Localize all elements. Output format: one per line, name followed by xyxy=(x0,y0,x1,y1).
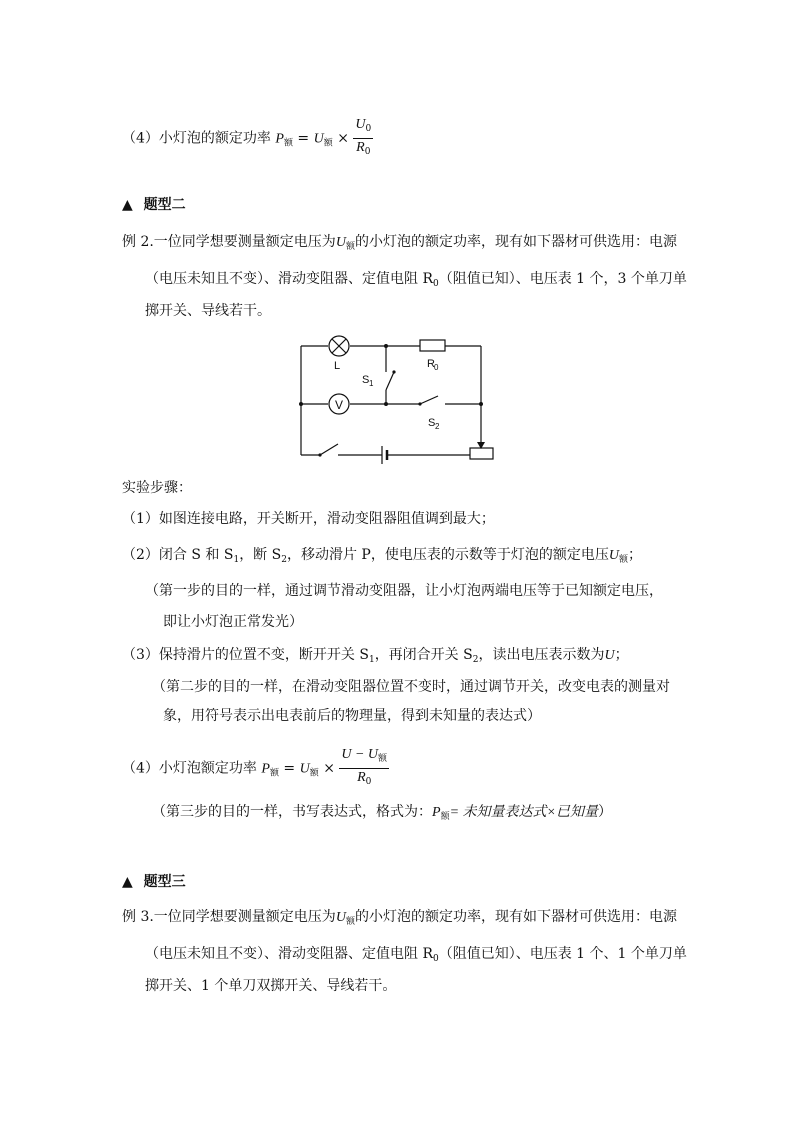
step3-c: ，读出电压表示数为 xyxy=(478,647,605,663)
step4-prefix: （4）小灯泡额定功率 xyxy=(122,760,257,777)
symbol-U: U xyxy=(313,131,324,147)
triangle-icon: ▲ xyxy=(122,197,133,213)
equals-sign: = xyxy=(297,130,310,147)
step2-sub2: 2 xyxy=(281,555,287,565)
note3-P-sub: 额 xyxy=(440,812,450,822)
note3-b: = 未知量表达式×已知量 xyxy=(449,805,598,820)
ex3-suffix: 的小灯泡的额定功率，现有如下器材可供选用：电源 xyxy=(354,909,677,925)
label-s1-sub: 1 xyxy=(369,379,374,388)
step2-b: ，断 S xyxy=(239,547,282,563)
step4-fraction xyxy=(339,746,389,791)
ex2-line2-sub: 0 xyxy=(433,279,439,289)
label-voltmeter: V xyxy=(335,398,344,412)
step4-P: P xyxy=(261,761,270,777)
ex3-line2-sub: 0 xyxy=(433,954,439,964)
note-2-line2: 象，用符号表示出电表前后的物理量，得到未知量的表达式） xyxy=(163,708,541,724)
label-r0: R xyxy=(427,358,435,370)
frac-den-sub: 0 xyxy=(364,147,371,157)
rheostat xyxy=(470,448,493,459)
step4-frac-num: U − U xyxy=(341,747,379,762)
type2-heading xyxy=(122,196,186,214)
note-1-line2: 即让小灯泡正常发光） xyxy=(163,614,303,630)
step4-frac-num-sub: 额 xyxy=(378,754,388,764)
main-switch-blade xyxy=(320,444,338,455)
ex3-prefix: 例 3.一位同学想要测量额定电压为 xyxy=(122,909,336,925)
step4-times: × xyxy=(323,760,335,777)
label-s2-sub: 2 xyxy=(435,422,440,431)
times-sign: × xyxy=(337,130,349,147)
step-1: （1）如图连接电路，开关断开，滑动变阻器阻值调到最大； xyxy=(122,511,495,527)
example2-line1 xyxy=(122,233,677,256)
formula-line-1 xyxy=(122,116,373,161)
step4-frac-den-sub: 0 xyxy=(365,777,372,787)
example2-line3: 掷开关、导线若干。 xyxy=(145,303,271,319)
step4-U: U xyxy=(299,761,310,777)
symbol-sub: 额 xyxy=(283,138,293,149)
junction-dot xyxy=(384,402,388,406)
s1-switch-blade xyxy=(386,372,394,390)
junction-dot xyxy=(479,402,483,406)
step3-sub2: 2 xyxy=(472,655,479,665)
step2-U: U xyxy=(608,548,619,563)
ex3-U-sub: 额 xyxy=(345,917,355,927)
note-1-line1: （第一步的目的一样，通过调节滑动变阻器，让小灯泡两端电压等于已知额定电压， xyxy=(145,583,663,599)
label-r0-sub: 0 xyxy=(434,363,439,372)
resistor-r0 xyxy=(420,340,445,351)
type3-heading xyxy=(122,873,186,891)
note-2-line1: （第二步的目的一样，在滑动变阻器位置不变时，通过调节开关，改变电表的测量对 xyxy=(152,679,670,695)
ex2-prefix: 例 2.一位同学想要测量额定电压为 xyxy=(122,234,336,250)
ex2-U-sub: 额 xyxy=(345,242,355,252)
note3-end: ） xyxy=(597,804,612,820)
ex2-U: U xyxy=(335,235,346,250)
step4-frac-den: R xyxy=(357,770,366,785)
step2-U-sub: 额 xyxy=(618,555,628,565)
step-2 xyxy=(122,546,642,569)
step3-U: U xyxy=(604,648,615,663)
ex2-line2-b: （阻值已知）、电压表 1 个，3 个单刀单 xyxy=(438,271,687,287)
step-4 xyxy=(122,746,389,791)
type2-title: 题型二 xyxy=(143,197,186,213)
step3-sub1: 1 xyxy=(368,655,375,665)
example3-line1 xyxy=(122,908,677,931)
step3-end: ； xyxy=(614,647,629,663)
example3-line3: 掷开关、1 个单刀双掷开关、导线若干。 xyxy=(145,978,397,994)
step2-end: ； xyxy=(627,547,642,563)
example2-line2 xyxy=(145,270,687,293)
step3-a: （3）保持滑片的位置不变，断开开关 S xyxy=(122,647,369,663)
step-3 xyxy=(122,646,629,669)
symbol-sub: 额 xyxy=(323,138,333,149)
example3-line2 xyxy=(145,945,687,968)
circuit-diagram xyxy=(290,330,500,465)
step2-sub1: 1 xyxy=(233,555,240,565)
label-s2: S xyxy=(428,417,436,429)
ex3-line2-b: （阻值已知）、电压表 1 个、1 个单刀单 xyxy=(438,946,687,962)
label-s1: S xyxy=(362,374,370,386)
note-3 xyxy=(152,803,612,826)
ex3-U: U xyxy=(335,910,346,925)
ex2-line2-a: （电压未知且不变）、滑动变阻器、定值电阻 R xyxy=(145,271,433,287)
note3-P: P xyxy=(432,805,441,820)
frac-num-sub: 0 xyxy=(365,124,372,134)
step2-c: ，移动滑片 P，使电压表的示数等于灯泡的额定电压 xyxy=(286,547,609,563)
item4-prefix: （4）小灯泡的额定功率 xyxy=(122,130,271,147)
note3-a: （第三步的目的一样，书写表达式，格式为： xyxy=(152,804,432,820)
steps-heading: 实验步骤： xyxy=(122,480,192,496)
frac-den: R xyxy=(356,140,365,155)
ex3-line2-a: （电压未知且不变）、滑动变阻器、定值电阻 R xyxy=(145,946,433,962)
junction-dot xyxy=(299,402,303,406)
step2-a: （2）闭合 S 和 S xyxy=(122,547,234,563)
step4-eq: = xyxy=(283,760,296,777)
step4-P-sub: 额 xyxy=(269,768,279,779)
symbol-P: P xyxy=(275,131,284,147)
ex2-suffix: 的小灯泡的额定功率，现有如下器材可供选用：电源 xyxy=(354,234,677,250)
type3-title: 题型三 xyxy=(143,874,186,890)
step4-U-sub: 额 xyxy=(309,768,319,779)
s2-switch-blade xyxy=(420,396,438,404)
step3-b: ，再闭合开关 S xyxy=(374,647,473,663)
fraction xyxy=(353,116,373,161)
triangle-icon: ▲ xyxy=(122,874,133,890)
frac-num: U xyxy=(355,117,366,132)
junction-dot xyxy=(384,344,388,348)
label-lamp: L xyxy=(334,360,341,372)
